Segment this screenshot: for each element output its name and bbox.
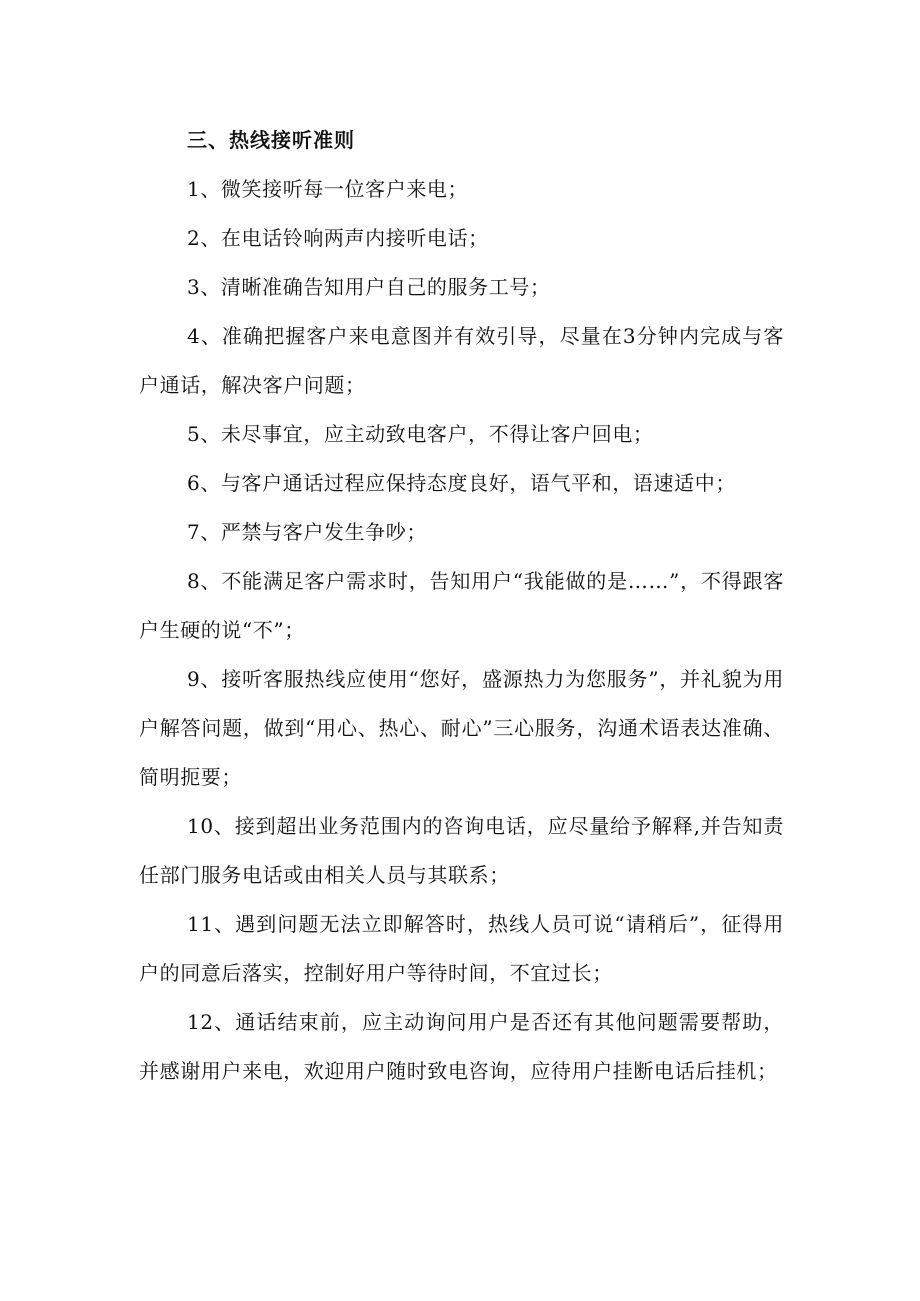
rule-item-3: 3、清晰准确告知用户自己的服务工号； (187, 275, 551, 299)
rule-item-6: 6、与客户通话过程应保持态度良好，语气平和，语速适中； (187, 471, 736, 495)
rule-item-12: 12、通话结束前，应主动询问用户是否还有其他问题需要帮助，并感谢用户来电，欢迎用户随时致电咨询，应待用户挂断电话后挂机； (139, 1010, 784, 1083)
rule-item-2: 2、在电话铃响两声内接听电话； (187, 226, 489, 250)
rule-item-10: 10、接到超出业务范围内的咨询电话，应尽量给予解释,并告知责任部门服务电话或由相关人员与其联系； (139, 814, 784, 887)
rule-item-8: 8、不能满足客户需求时，告知用户“我能做的是……”，不得跟客户生硬的说“不”； (139, 569, 784, 642)
rule-item-9: 9、接听客服热线应使用“您好，盛源热力为您服务”，并礼貌为用户解答问题，做到“用心、热心、耐心”三心服务，沟通术语表达准确、简明扼要； (139, 667, 784, 789)
rule-item-4: 4、准确把握客户来电意图并有效引导，尽量在3分钟内完成与客户通话，解决客户问题； (139, 324, 784, 397)
rule-item-7: 7、严禁与客户发生争吵； (187, 520, 427, 544)
section-heading: 三、热线接听准则 (187, 128, 355, 152)
rule-item-5: 5、未尽事宜，应主动致电客户，不得让客户回电； (187, 422, 654, 446)
rule-item-11: 11、遇到问题无法立即解答时，热线人员可说“请稍后”，征得用户的同意后落实，控制好用户等待时间，不宜过长； (139, 912, 784, 985)
rule-item-1: 1、微笑接听每一位客户来电； (187, 177, 469, 201)
document-page (139, 116, 784, 1096)
